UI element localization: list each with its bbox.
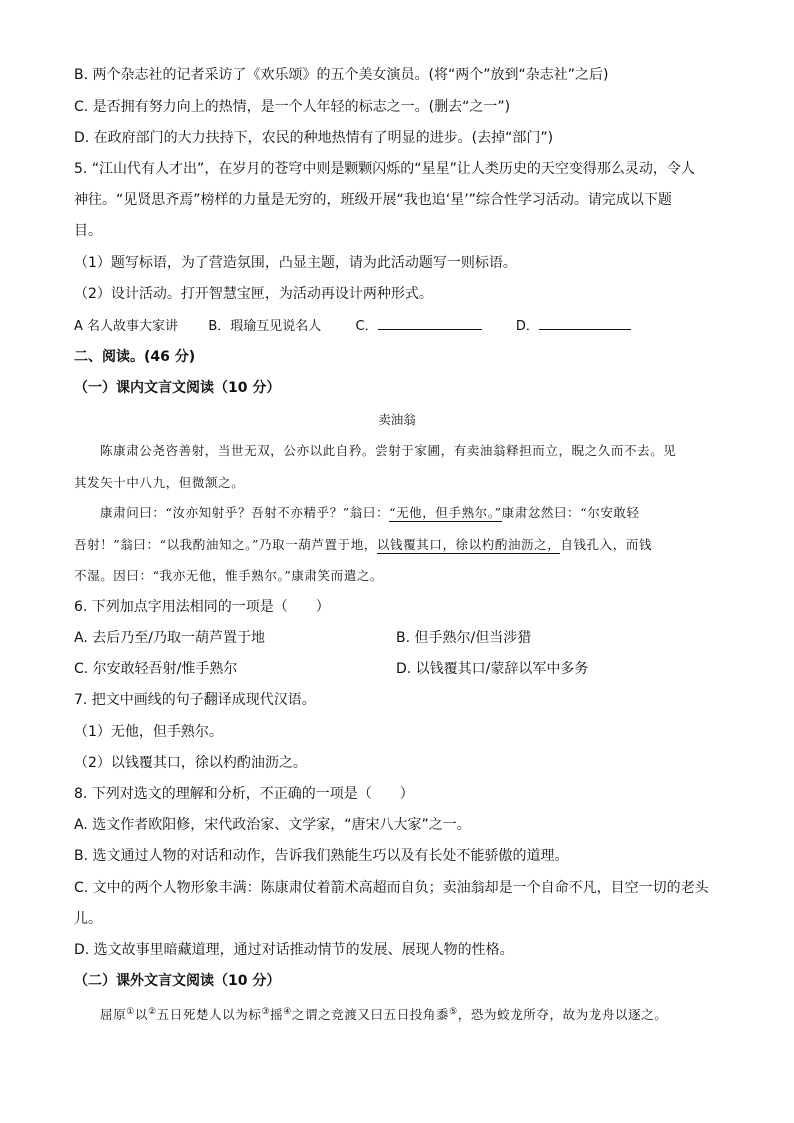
question-7-sub-1: （1）无他，但手熟尔。	[74, 724, 223, 740]
passage-text: 吾射！”翁曰：“以我酌油知之。”乃取一葫芦置于地，	[74, 537, 377, 552]
section-2-2-heading: （二）课外文言文阅读（10 分）	[74, 973, 281, 989]
passage-text: 康肃忿然曰：“尔安敢轻	[501, 505, 640, 520]
passage-para-2-line-2	[74, 535, 652, 555]
question-7-sub-2: （2）以钱覆其口，徐以杓酌油沥之。	[74, 755, 307, 771]
passage-text: 之谓之竞渡又曰五日投角黍	[291, 1007, 450, 1023]
section-2-heading: 二、阅读。(46 分)	[74, 349, 196, 365]
passage-para-2-line-1	[100, 503, 640, 523]
question-7-stem: 7. 把文中画线的句子翻译成现代汉语。	[74, 692, 316, 708]
footnote-marker: ①	[126, 1007, 135, 1017]
question-5-sub-1: （1）题写标语，为了营造氛围，凸显主题，请为此活动题写一则标语。	[74, 255, 517, 271]
question-5-sub-2: （2）设计活动。打开智慧宝匣，为活动再设计两种形式。	[74, 286, 433, 302]
underlined-sentence-1: “无他，但手熟尔。”	[389, 505, 502, 520]
passage-text: 自钱孔入，而钱	[560, 537, 653, 552]
question-8-option-c-line-1: C. 文中的两个人物形象丰满：陈康肃仗着箭术高超而自负；卖油翁却是一个自命不凡，目空一切的老头	[74, 880, 709, 896]
question-5-options	[74, 315, 631, 337]
passage-para-2-line-3: 不湿。因曰：“我亦无他，惟手熟尔。”康肃笑而遣之。	[74, 568, 384, 583]
question-4-option-b: B. 两个杂志社的记者采访了《欢乐颂》的五个美女演员。(将“两个”放到“杂志社”之后)	[74, 67, 609, 83]
underlined-sentence-2: 以钱覆其口，徐以杓酌油沥之，	[376, 537, 561, 552]
question-6-stem: 6. 下列加点字用法相同的一项是（ ）	[74, 599, 330, 615]
question-8-stem: 8. 下列对选文的理解和分析，不正确的一项是（ ）	[74, 786, 414, 802]
passage-title: 卖油翁	[378, 412, 416, 427]
question-5-stem-line-1: 5. “江山代有人才出”，在岁月的苍穹中则是颗颗闪烁的“星星”让人类历史的天空变得那么灵动，令人	[74, 161, 695, 177]
answer-blank-d[interactable]	[539, 315, 631, 330]
question-4-option-c: C. 是否拥有努力向上的热情，是一个人年轻的标志之一。(删去“之一”)	[74, 99, 511, 115]
footnote-marker: ④	[283, 1007, 292, 1017]
question-6-option-a: A. 去后乃至/乃取一葫芦置于地	[74, 630, 265, 646]
question-8-option-b: B. 选文通过人物的对话和动作，告诉我们熟能生巧以及有长处不能骄傲的道理。	[74, 848, 569, 864]
question-5-option-c: C．	[355, 319, 378, 334]
question-5-option-d: D．	[515, 319, 539, 334]
passage-text: 康肃问曰：“汝亦知射乎？吾射不亦精乎？”翁曰：	[100, 505, 390, 520]
passage-text: 以	[134, 1007, 148, 1023]
question-6-option-d: D. 以钱覆其口/蒙辞以军中多务	[396, 661, 589, 677]
question-5-option-a: A 名人故事大家讲	[74, 319, 179, 334]
question-6-option-c: C. 尔安敢轻吾射/惟手熟尔	[74, 661, 238, 677]
passage-text: 屈原	[100, 1007, 127, 1023]
question-5-stem-line-3: 目。	[74, 223, 102, 239]
footnote-marker: ②	[147, 1007, 157, 1017]
passage-2-line-1	[100, 1002, 667, 1025]
footnote-marker: ⑤	[449, 1007, 458, 1017]
question-8-option-d: D. 选文故事里暗藏道理，通过对话推动情节的发展、展现人物的性格。	[74, 942, 514, 958]
question-5-stem-line-2: 神往。“见贤思齐焉”榜样的力量是无穷的，班级开展“我也追‘星’”综合性学习活动。请完成以下题	[74, 192, 672, 208]
answer-blank-c[interactable]	[378, 315, 482, 330]
passage-para-1-line-2: 其发矢十中八九，但微颔之。	[74, 475, 245, 490]
passage-text: ，恐为蛟龙所夺，故为龙舟以逐之。	[457, 1007, 668, 1023]
question-8-option-c-line-2: 儿。	[74, 911, 102, 927]
question-5-option-b: B．瑕瑜互见说名人	[208, 319, 322, 334]
footnote-marker: ③	[261, 1007, 271, 1017]
passage-text: 五日死楚人以为标	[156, 1007, 262, 1023]
passage-text: 摇	[270, 1007, 284, 1023]
question-4-option-d: D. 在政府部门的大力扶持下，农民的种地热情有了明显的进步。(去掉“部门”)	[74, 130, 554, 146]
question-8-option-a: A. 选文作者欧阳修，宋代政治家、文学家，“唐宋八大家”之一。	[74, 817, 471, 833]
section-2-1-heading: （一）课内文言文阅读（10 分）	[74, 380, 281, 396]
question-6-option-b: B. 但手熟尔/但当涉猎	[396, 630, 532, 646]
passage-para-1-line-1: 陈康肃公尧咨善射，当世无双，公亦以此自矜。尝射于家圃，有卖油翁释担而立，睨之久而不去。见	[100, 443, 677, 458]
